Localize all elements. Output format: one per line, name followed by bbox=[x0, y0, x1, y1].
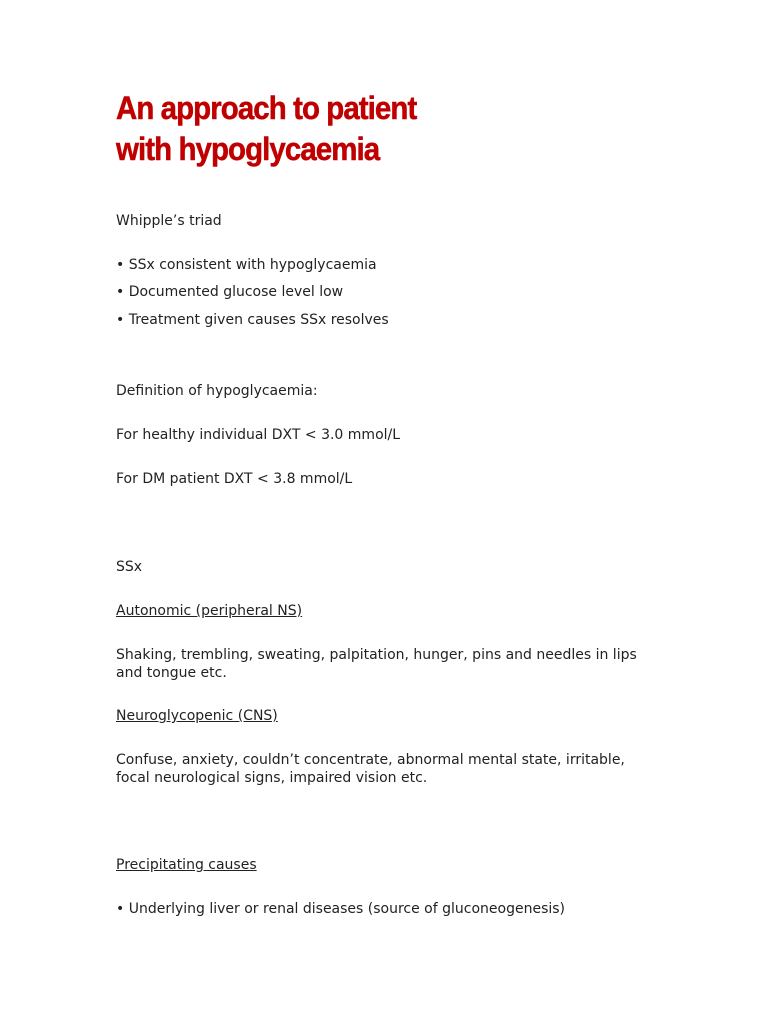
ssx-heading: SSx bbox=[116, 559, 143, 575]
autonomic-text: Shaking, trembling, sweating, palpitation, hunger, pins and needles in lips and tongue etc. bbox=[116, 647, 637, 681]
precip-heading: Precipitating causes bbox=[116, 857, 257, 873]
whipple-item: • SSx consistent with hypoglycaemia bbox=[116, 257, 377, 273]
title-line-2: with hypoglycaemia bbox=[116, 131, 380, 167]
neuro-heading: Neuroglycopenic (CNS) bbox=[116, 708, 278, 724]
document-title bbox=[116, 88, 416, 170]
whipple-item: • Treatment given causes SSx resolves bbox=[116, 312, 389, 328]
whipple-heading: Whipple’s triad bbox=[116, 213, 222, 229]
definition-dm: For DM patient DXT < 3.8 mmol/L bbox=[116, 471, 353, 487]
definition-healthy: For healthy individual DXT < 3.0 mmol/L bbox=[116, 427, 401, 443]
definition-heading: Definition of hypoglycaemia: bbox=[116, 383, 318, 399]
autonomic-heading: Autonomic (peripheral NS) bbox=[116, 603, 303, 619]
neuro-text: Confuse, anxiety, couldn’t concentrate, abnormal mental state, irritable, focal neurological signs, impaired vision etc. bbox=[116, 752, 625, 786]
precip-item: • Underlying liver or renal diseases (source of gluconeogenesis) bbox=[116, 901, 566, 917]
title-line-1: An approach to patient bbox=[116, 90, 417, 126]
whipple-item: • Documented glucose level low bbox=[116, 284, 344, 300]
